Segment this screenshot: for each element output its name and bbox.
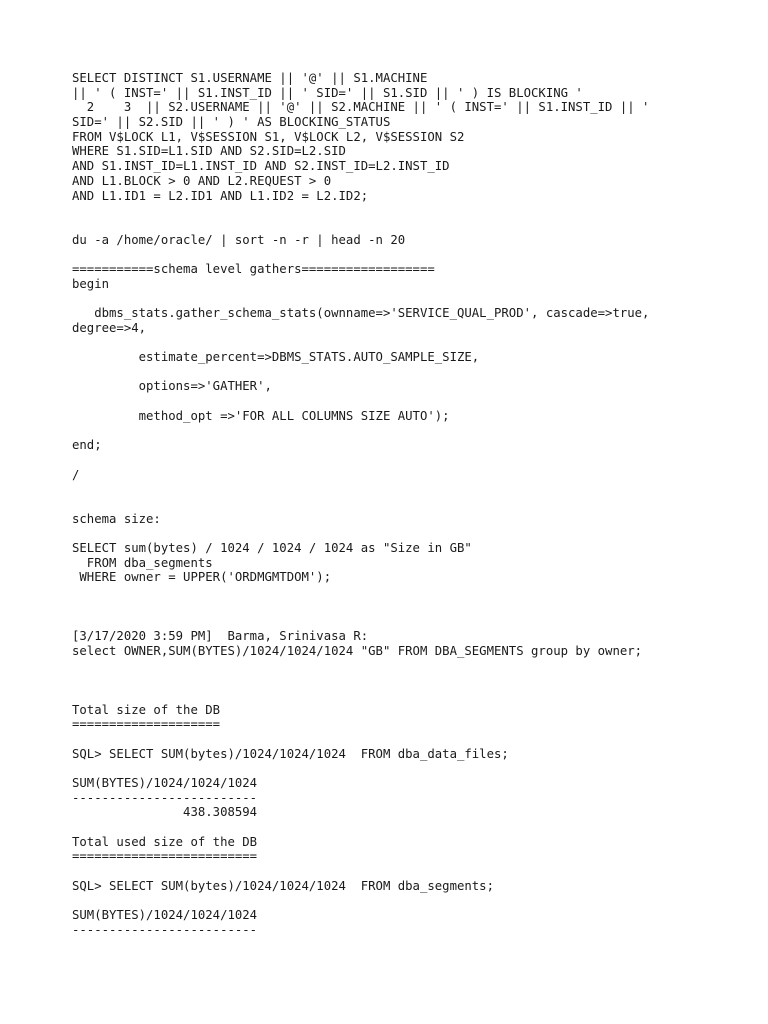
text-line: 438.308594 (72, 805, 258, 820)
text-line: estimate_percent=>DBMS_STATS.AUTO_SAMPLE_SIZE, (72, 350, 480, 365)
text-line (72, 394, 748, 409)
text-line: SQL> SELECT SUM(bytes)/1024/1024/1024 FROM dba_segments; (72, 878, 494, 893)
text-line: AND S1.INST_ID=L1.INST_ID AND S2.INST_ID=L2.INST_ID (72, 159, 450, 174)
text-line (72, 218, 748, 233)
text-line: select OWNER,SUM(BYTES)/1024/1024/1024 "GB" FROM DBA_SEGMENTS group by owner; (72, 643, 643, 658)
text-line (72, 482, 748, 497)
text-line: ========================= (72, 849, 258, 864)
text-line: FROM V$LOCK L1, V$SESSION S1, V$LOCK L2, V$SESSION S2 (72, 129, 465, 144)
text-line: SID=' || S2.SID || ' ) ' AS BLOCKING_STATUS (72, 115, 391, 130)
text-line: ------------------------- (72, 790, 258, 805)
text-line: du -a /home/oracle/ | sort -n -r | head -n 20 (72, 232, 406, 247)
text-line (72, 424, 748, 439)
text-line (72, 600, 748, 615)
text-line: schema size: (72, 511, 161, 526)
text-line: ------------------------- (72, 922, 258, 937)
text-line: || ' ( INST=' || S1.INST_ID || ' SID=' || S1.SID || ' ) IS BLOCKING ' (72, 85, 583, 100)
text-line (72, 365, 748, 380)
text-line (72, 820, 748, 835)
text-line (72, 864, 748, 879)
text-line: ==================== (72, 717, 221, 732)
text-line: options=>'GATHER', (72, 379, 272, 394)
text-line: Total size of the DB (72, 702, 221, 717)
text-line (72, 247, 748, 262)
text-line (72, 688, 748, 703)
text-line: begin (72, 276, 110, 291)
text-line (72, 894, 748, 909)
text-line: SQL> SELECT SUM(bytes)/1024/1024/1024 FROM dba_data_files; (72, 746, 509, 761)
text-line: SUM(BYTES)/1024/1024/1024 (72, 908, 258, 923)
text-line: method_opt =>'FOR ALL COLUMNS SIZE AUTO'); (72, 408, 450, 423)
text-line (72, 453, 748, 468)
text-line (72, 526, 748, 541)
text-line: dbms_stats.gather_schema_stats(ownname=>'SERVICE_QUAL_PROD', cascade=>true, (72, 306, 650, 320)
text-line: degree=>4, (72, 320, 147, 335)
text-line (72, 732, 748, 747)
text-line: WHERE S1.SID=L1.SID AND S2.SID=L2.SID (72, 144, 346, 159)
text-line (72, 585, 748, 600)
text-line: / (72, 467, 80, 482)
text-line: FROM dba_segments (72, 555, 213, 570)
text-line (72, 761, 748, 776)
text-line: SELECT DISTINCT S1.USERNAME || '@' || S1.MACHINE (72, 71, 428, 85)
text-line: end; (72, 438, 102, 453)
text-line: SELECT sum(bytes) / 1024 / 1024 / 1024 as "Size in GB" (72, 541, 472, 555)
text-line: WHERE owner = UPPER('ORDMGMTDOM'); (72, 570, 332, 585)
text-line (72, 659, 748, 674)
text-line (72, 291, 748, 306)
text-line: AND L1.ID1 = L2.ID1 AND L1.ID2 = L2.ID2; (72, 188, 369, 203)
text-line (72, 673, 748, 688)
text-line (72, 203, 748, 218)
text-line: AND L1.BLOCK > 0 AND L2.REQUEST > 0 (72, 173, 332, 188)
text-line: ===========schema level gathers================== (72, 261, 435, 276)
text-line (72, 335, 748, 350)
text-line (72, 614, 748, 629)
text-line (72, 497, 748, 512)
text-line: Total used size of the DB (72, 834, 258, 849)
text-line: SUM(BYTES)/1024/1024/1024 (72, 776, 258, 790)
text-line: 2 3 || S2.USERNAME || '@' || S2.MACHINE || ' ( INST=' || S1.INST_ID || ' (72, 100, 650, 115)
text-line: [3/17/2020 3:59 PM] Barma, Srinivasa R: (72, 629, 369, 644)
